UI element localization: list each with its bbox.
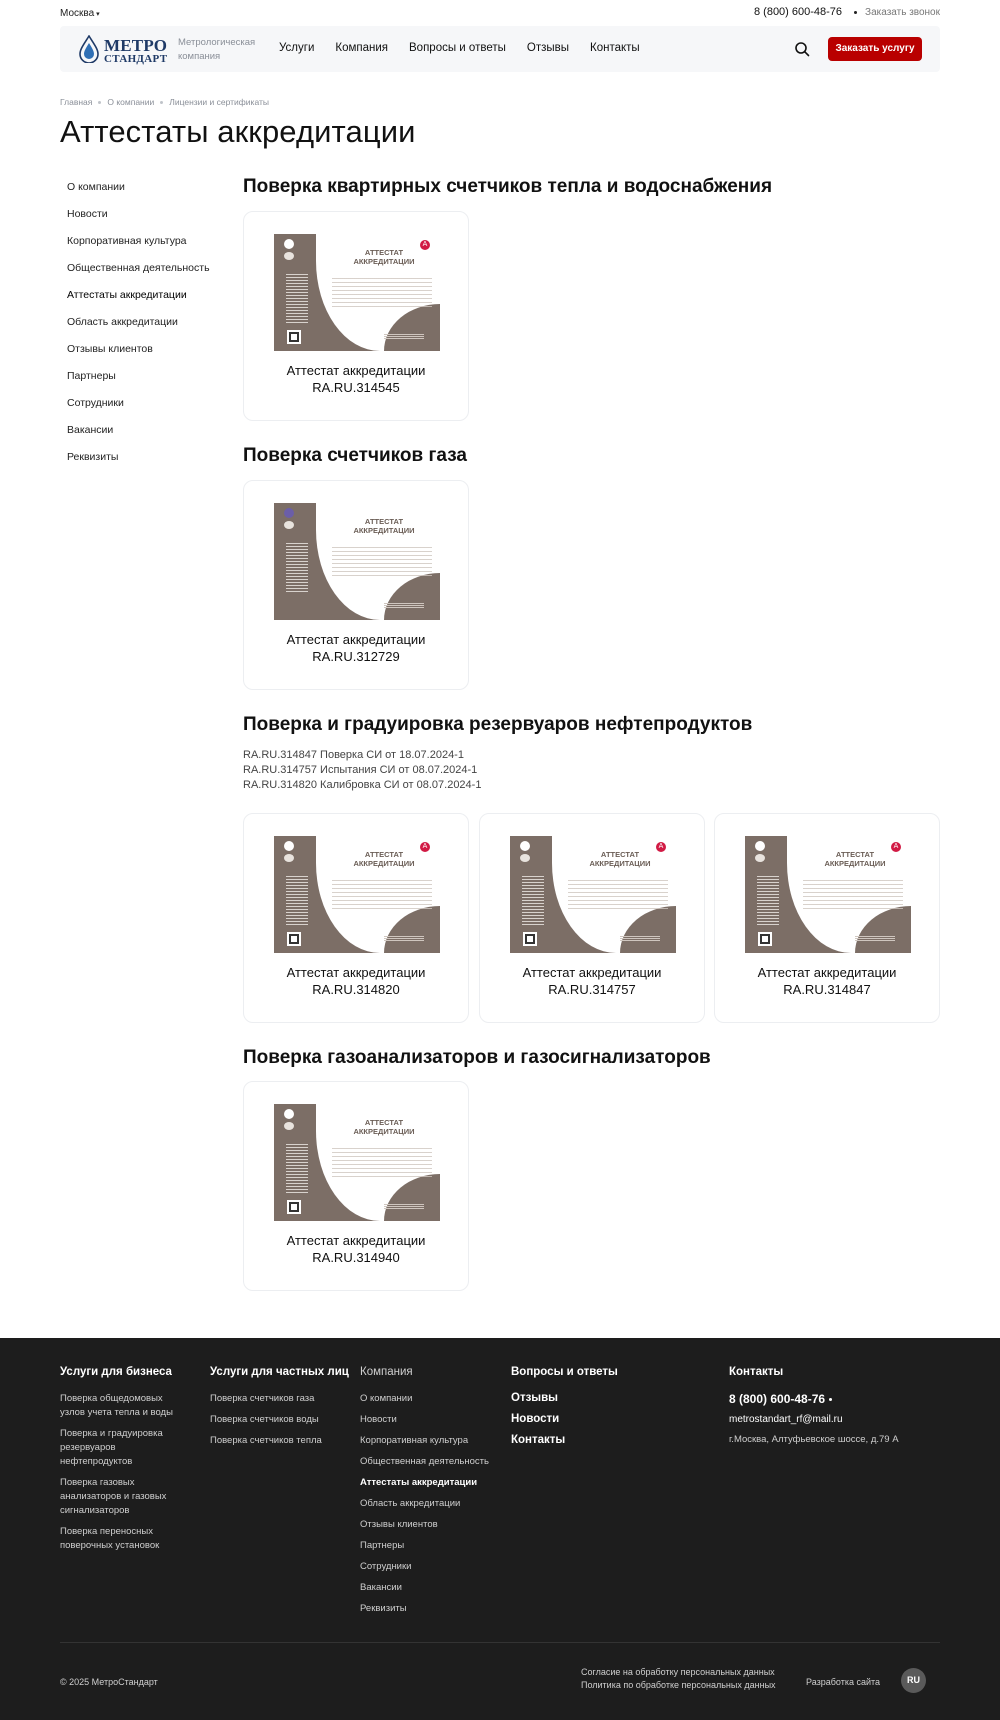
certificate-card[interactable] <box>479 813 705 1023</box>
consent-link[interactable]: Согласие на обработку персональных данных <box>581 1667 775 1677</box>
footer-phone-text: 8 (800) 600-48-76 <box>729 1392 826 1406</box>
qr-code-icon <box>758 932 772 946</box>
page-title: Аттестаты аккредитации <box>60 114 416 149</box>
phone-link[interactable]: 8 (800) 600-48-76 <box>753 6 843 18</box>
footer-heading[interactable]: Вопросы и ответы <box>511 1366 618 1378</box>
footer-link[interactable]: Реквизиты <box>360 1603 407 1614</box>
footer-link[interactable]: Партнеры <box>360 1540 405 1551</box>
dot-icon <box>854 11 857 14</box>
footer-link[interactable]: Общественная деятельность <box>360 1456 489 1467</box>
footer-heading: Услуги для частных лиц <box>210 1366 349 1378</box>
breadcrumb <box>60 97 269 107</box>
certificate-thumbnail <box>274 836 440 953</box>
callback-link[interactable]: Заказать звонок <box>865 6 940 18</box>
breadcrumb-separator <box>98 101 101 104</box>
section-title: Поверка счетчиков газа <box>243 445 467 466</box>
certificate-title: Аттестат аккредитации <box>757 965 897 980</box>
footer-link[interactable]: Контакты <box>511 1434 566 1446</box>
footer-heading: Услуги для бизнеса <box>60 1366 172 1378</box>
certificate-caption <box>480 964 704 998</box>
footer-heading[interactable]: Компания <box>360 1366 413 1378</box>
city-label: Москва <box>60 8 95 19</box>
certificate-number: RA.RU.312729 <box>312 649 400 664</box>
developer-logo-icon[interactable]: RU <box>901 1668 926 1693</box>
thumbnail-heading: АТТЕСТАТ АККРЕДИТАЦИИ <box>353 850 415 868</box>
certificate-card[interactable] <box>714 813 940 1023</box>
logo-text-main: МЕТРО <box>104 36 168 55</box>
thumbnail-heading: АТТЕСТАТ АККРЕДИТАЦИИ <box>353 517 415 535</box>
certificate-thumbnail <box>510 836 676 953</box>
note-line: RA.RU.314847 Поверка СИ от 18.07.2024-1 <box>243 749 464 761</box>
breadcrumb-separator <box>160 101 163 104</box>
footer-phone[interactable] <box>729 1392 940 1406</box>
sidebar-menu <box>67 181 210 478</box>
sidebar-item-partners[interactable]: Партнеры <box>67 370 116 382</box>
sidebar-item-requisites[interactable]: Реквизиты <box>67 451 119 463</box>
certificate-card[interactable] <box>243 1081 469 1291</box>
certificate-number: RA.RU.314757 <box>548 982 636 997</box>
tagline: Метрологическая компания <box>178 37 256 62</box>
footer-link[interactable]: Поверка общедомовых узлов учета тепла и воды <box>60 1393 173 1418</box>
footer-link[interactable]: Поверка счетчиков газа <box>210 1393 315 1404</box>
sidebar-item-certificates[interactable]: Аттестаты аккредитации <box>67 289 187 301</box>
sidebar-item-vacancies[interactable]: Вакансии <box>67 424 114 436</box>
footer-link[interactable]: Вакансии <box>360 1582 402 1593</box>
footer-link[interactable]: Поверка и градуировка резервуаров нефтепродуктов <box>60 1428 163 1467</box>
certificate-caption <box>244 362 468 396</box>
certificate-caption <box>244 964 468 998</box>
certificate-caption <box>715 964 939 998</box>
qr-code-icon <box>287 330 301 344</box>
footer-business-column <box>60 1366 190 1560</box>
footer-link[interactable]: О компании <box>360 1393 413 1404</box>
footer-link[interactable]: Новости <box>511 1413 560 1425</box>
nav-company[interactable]: Компания <box>335 42 389 54</box>
certificate-title: Аттестат аккредитации <box>522 965 662 980</box>
footer-link[interactable]: Корпоративная культура <box>360 1435 469 1446</box>
main-nav <box>279 42 661 54</box>
certificate-thumbnail <box>745 836 911 953</box>
breadcrumb-licenses[interactable]: Лицензии и сертификаты <box>169 97 269 107</box>
accreditation-badge-icon: A <box>420 842 430 852</box>
nav-faq[interactable]: Вопросы и ответы <box>409 42 506 54</box>
topbar <box>60 6 940 20</box>
footer-contacts-column <box>729 1366 940 1445</box>
footer-link[interactable]: Отзывы <box>511 1392 559 1404</box>
certificate-card[interactable] <box>243 480 469 690</box>
footer-link[interactable]: Поверка счетчиков воды <box>210 1414 319 1425</box>
certificate-title: Аттестат аккредитации <box>286 632 426 647</box>
footer-link[interactable]: Новости <box>360 1414 397 1425</box>
certificate-thumbnail <box>274 234 440 351</box>
copyright: © 2025 МетроСтандарт <box>60 1677 158 1687</box>
footer-email[interactable]: metrostandart_rf@mail.ru <box>729 1414 843 1425</box>
sidebar-item-about[interactable]: О компании <box>67 181 125 193</box>
certificate-title: Аттестат аккредитации <box>286 1233 426 1248</box>
thumbnail-heading: АТТЕСТАТ АККРЕДИТАЦИИ <box>589 850 651 868</box>
policy-link[interactable]: Политика по обработке персональных данных <box>581 1680 776 1690</box>
caret-down-icon: ▾ <box>96 11 100 18</box>
sidebar-item-social[interactable]: Общественная деятельность <box>67 262 210 274</box>
city-selector[interactable] <box>60 8 100 19</box>
section-title: Поверка квартирных счетчиков тепла и водоснабжения <box>243 176 773 197</box>
footer-link[interactable]: Поверка счетчиков тепла <box>210 1435 322 1446</box>
nav-contacts[interactable]: Контакты <box>590 42 640 54</box>
sidebar-item-culture[interactable]: Корпоративная культура <box>67 235 187 247</box>
certificate-caption <box>244 1232 468 1266</box>
section-notes <box>243 748 481 793</box>
section-title: Поверка и градуировка резервуаров нефтепродуктов <box>243 714 753 735</box>
qr-code-icon <box>523 932 537 946</box>
footer-link[interactable]: Область аккредитации <box>360 1498 461 1509</box>
legal-links <box>581 1666 776 1692</box>
sidebar-item-reviews[interactable]: Отзывы клиентов <box>67 343 153 355</box>
certificate-card[interactable] <box>243 813 469 1023</box>
drop-logo-icon <box>78 35 100 63</box>
note-line: RA.RU.314757 Испытания СИ от 08.07.2024-1 <box>243 764 478 776</box>
footer-link[interactable]: Поверка газовых анализаторов и газовых сигнализаторов <box>60 1477 167 1516</box>
logo[interactable] <box>78 34 168 65</box>
note-line: RA.RU.314820 Калибровка СИ от 08.07.2024-1 <box>243 779 482 791</box>
breadcrumb-home[interactable]: Главная <box>60 97 93 107</box>
nav-reviews[interactable]: Отзывы <box>526 42 570 54</box>
certificate-title: Аттестат аккредитации <box>286 965 426 980</box>
certificate-thumbnail <box>274 503 440 620</box>
accreditation-badge-icon: A <box>420 240 430 250</box>
footer-company-column <box>360 1366 505 1623</box>
search-icon[interactable] <box>794 41 810 57</box>
developer-link[interactable]: Разработка сайта <box>806 1677 881 1687</box>
sidebar-item-news[interactable]: Новости <box>67 208 108 220</box>
certificate-caption <box>244 631 468 665</box>
footer-divider <box>60 1642 940 1643</box>
certificate-number: RA.RU.314940 <box>312 1250 400 1265</box>
footer-heading: Контакты <box>729 1366 784 1378</box>
nav-services[interactable]: Услуги <box>279 42 315 54</box>
site-header <box>60 26 940 72</box>
footer-private-column <box>210 1366 350 1455</box>
footer-link[interactable]: Отзывы клиентов <box>360 1519 438 1530</box>
thumbnail-heading: АТТЕСТАТ АККРЕДИТАЦИИ <box>353 1118 415 1136</box>
footer-link[interactable]: Поверка переносных поверочных установок <box>60 1526 160 1551</box>
certificate-number: RA.RU.314545 <box>312 380 400 395</box>
site-footer <box>0 1338 1000 1720</box>
footer-address: г.Москва, Алтуфьевское шоссе, д.79 А <box>729 1434 899 1445</box>
certificate-title: Аттестат аккредитации <box>286 363 426 378</box>
footer-link[interactable]: Аттестаты аккредитации <box>360 1477 478 1488</box>
certificate-number: RA.RU.314847 <box>783 982 871 997</box>
sidebar-item-staff[interactable]: Сотрудники <box>67 397 124 409</box>
certificate-number: RA.RU.314820 <box>312 982 400 997</box>
footer-qa-column <box>511 1366 661 1455</box>
logo-text-sub: СТАНДАРТ <box>104 53 168 65</box>
footer-link[interactable]: Сотрудники <box>360 1561 412 1572</box>
thumbnail-heading: АТТЕСТАТ АККРЕДИТАЦИИ <box>824 850 886 868</box>
dot-icon <box>829 1398 832 1401</box>
breadcrumb-about[interactable]: О компании <box>107 97 155 107</box>
certificate-thumbnail <box>274 1104 440 1221</box>
qr-code-icon <box>287 1200 301 1214</box>
order-service-button[interactable]: Заказать услугу <box>828 37 922 61</box>
accreditation-badge-icon: A <box>891 842 901 852</box>
certificate-card[interactable] <box>243 211 469 421</box>
thumbnail-heading: АТТЕСТАТ АККРЕДИТАЦИИ <box>353 248 415 266</box>
section-title: Поверка газоанализаторов и газосигнализаторов <box>243 1047 711 1068</box>
accreditation-badge-icon: A <box>656 842 666 852</box>
sidebar-item-scope[interactable]: Область аккредитации <box>67 316 178 328</box>
qr-code-icon <box>287 932 301 946</box>
